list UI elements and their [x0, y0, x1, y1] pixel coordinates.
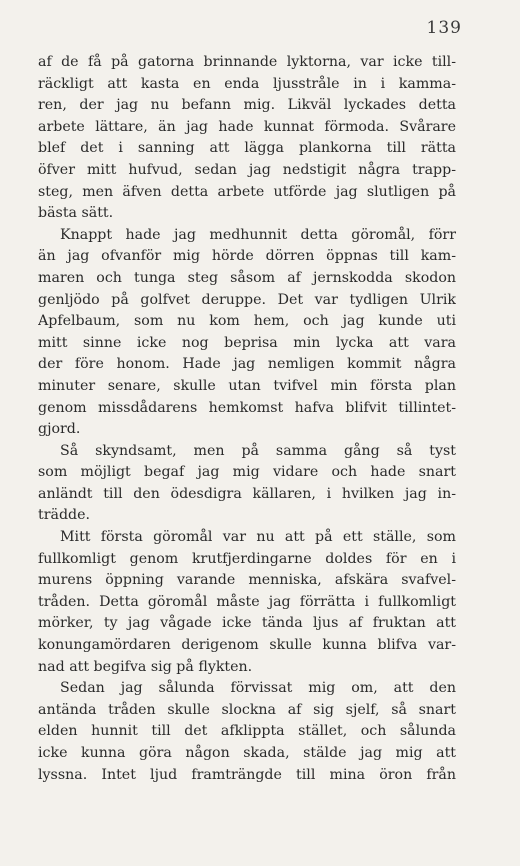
text-line: murens öppning varande menniska, afskära svafvel-: [38, 572, 456, 589]
text-line: mörker, ty jag vågade icke tända ljus af fruktan att: [38, 615, 456, 632]
text-line: Så skyndsamt, men på samma gång så tyst: [60, 442, 456, 459]
text-line: räckligt att kasta en enda ljusstråle in i kamma-: [38, 75, 456, 92]
text-line: nad att begifva sig på flykten.: [38, 658, 253, 675]
text-line: anländt till den ödesdigra källaren, i hvilken jag in-: [38, 485, 456, 502]
text-line: Apfelbaum, som nu kom hem, och jag kunde uti: [38, 313, 456, 330]
text-line: tråden. Detta göromål måste jag förrätta i fullkomligt: [38, 593, 456, 610]
text-line: icke kunna göra någon skada, stälde jag mig att: [38, 745, 456, 761]
text-line: bästa sätt.: [38, 205, 114, 222]
text-line: blef det i sanning att lägga plankorna till rätta: [38, 140, 456, 157]
text-line: än jag ofvanför mig hörde dörren öppnas till kam-: [38, 248, 456, 265]
text-line: genljödo på golfvet deruppe. Det var tydligen Ulrik: [38, 291, 456, 308]
text-line: minuter senare, skulle utan tvifvel min första plan: [38, 377, 456, 394]
text-line: konungamördaren derigenom skulle kunna blifva var-: [38, 637, 456, 654]
text-line: fullkomligt genom krutfjerdingarne doldes för en i: [38, 550, 456, 567]
text-line: af de få på gatorna brinnande lyktorna, var icke till-: [38, 54, 456, 70]
text-line: trädde.: [38, 507, 91, 524]
text-line: der före honom. Hade jag nemligen kommit några: [38, 356, 456, 373]
text-line: lyssna. Intet ljud framträngde till mina öron från: [38, 766, 456, 783]
page-number: 139: [426, 18, 462, 38]
text-line: maren och tunga steg såsom af jernskodda skodon: [38, 269, 456, 286]
text-line: mitt sinne icke nog beprisa min lycka att vara: [38, 334, 456, 351]
text-line: antända tråden skulle slockna af sig sjelf, så snart: [38, 701, 456, 718]
text-line: Mitt första göromål var nu att på ett ställe, som: [60, 529, 456, 546]
body-text: [38, 52, 456, 786]
text-line: öfver mitt hufvud, sedan jag nedstigit några trapp-: [38, 161, 456, 178]
text-line: gjord.: [38, 421, 81, 438]
text-line: Knappt hade jag medhunnit detta göromål, förr: [60, 226, 456, 243]
text-line: elden hunnit till det afklippta stället, och sålunda: [38, 723, 456, 740]
text-line: genom missdådarens hemkomst hafva blifvit tillintet-: [38, 399, 456, 416]
text-line: Sedan jag sålunda förvissat mig om, att den: [60, 680, 456, 697]
text-line: steg, men äfven detta arbete utförde jag slutligen på: [38, 183, 456, 200]
text-line: ren, der jag nu befann mig. Likväl lyckades detta: [38, 97, 456, 114]
text-line: som möjligt begaf jag mig vidare och hade snart: [38, 464, 456, 481]
text-line: arbete lättare, än jag hade kunnat förmoda. Svårare: [38, 118, 456, 135]
